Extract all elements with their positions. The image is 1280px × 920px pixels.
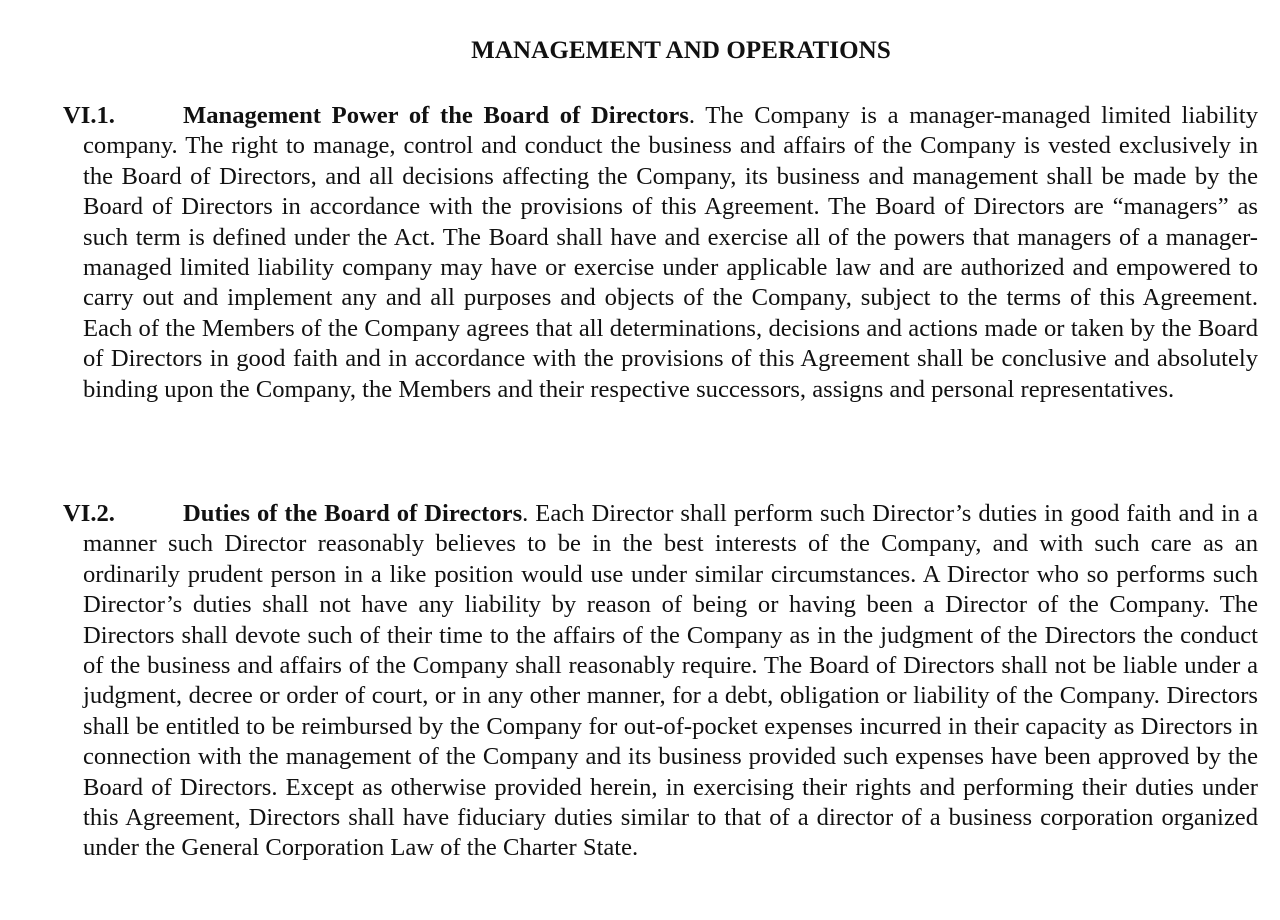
section-body: . The Company is a manager-managed limited liability company. The right to manage, control and conduct the business and affairs of the Company is vested exclusively in the Board of Directors, and all decisions affecting the Company, its business and management shall be made by the Board of Directors in accordance with the provisions of this Agreement. The Board of Directors are “managers” as such term is defined under the Act. The Board shall have and exercise all of the powers that managers of a manager-managed limited liability company may have or exercise under applicable law and are authorized and empowered to carry out and implement any and all purposes and objects of the Company, subject to the terms of this Agreement. Each of the Members of the Company agrees that all determinations, decisions and actions made or taken by the Board of Directors in good faith and in accordance with the provisions of this Agreement shall be conclusive and absolutely binding upon the Company, the Members and their respective successors, assigns and personal representatives. [83, 102, 1258, 403]
section-title: Duties of the Board of Directors [183, 500, 523, 527]
section-title: Management Power of the Board of Directors [183, 102, 689, 129]
section-body: . Each Director shall perform such Director’s duties in good faith and in a manner such Director reasonably believes to be in the best interests of the Company, and with such care as an ordinarily prudent person in a like position would use under similar circumstances. A Director who so performs such Director’s duties shall not have any liability by reason of being or having been a Director of the Company. The Directors shall devote such of their time to the affairs of the Company as in the judgment of the Directors the conduct of the business and affairs of the Company shall reasonably require. The Board of Directors shall not be liable under a judgment, decree or order of court, or in any other manner, for a debt, obligation or liability of the Company. Directors shall be entitled to be reimbursed by the Company for out-of-pocket expenses incurred in their capacity as Directors in connection with the management of the Company and its business provided such expenses have been approved by the Board of Directors. Except as otherwise provided herein, in exercising their rights and performing their duties under this Agreement, Directors shall have fiduciary duties similar to that of a director of a business corporation organized under the General Corporation Law of the Charter State. [83, 500, 1259, 862]
section-number: VI.2. [63, 500, 115, 527]
article-heading: MANAGEMENT AND OPERATIONS [471, 37, 891, 64]
section-board-duties [63, 499, 1259, 864]
section-management-power [63, 101, 1258, 405]
section-number: VI.1. [63, 102, 115, 129]
